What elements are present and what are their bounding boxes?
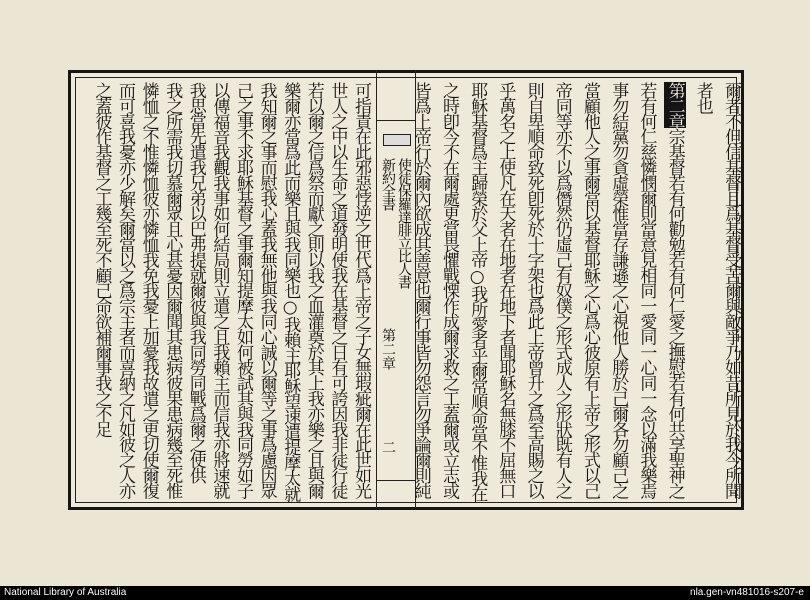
text-column: 乎萬名之上使凡在天者在地者在地下者聞耶穌名無膝不屈無口 (495, 82, 516, 498)
text-column: 我之所需我切慕爾眾且心甚憂因爾聞其患病彼果患病幾至死惟 (162, 82, 183, 498)
chapter-marker: 第二章 (664, 82, 685, 129)
fish-tail-mark (383, 134, 411, 146)
fold-line-bottom (377, 480, 415, 481)
text-column: 世人之中以生命之道發明使我在基督之日有可誇因我非徒行徒 (327, 82, 348, 498)
text-column: 而可喜我憂亦少解矣爾當以之爲宗主者而喜納之凡如彼之人亦 (115, 82, 135, 498)
text-column: 之蓋彼作基督之工幾至死不顧己命欲補爾事我之不足 (91, 82, 112, 437)
text-column: 己之事不求耶穌基督之事爾知提摩太如何被試其與我同勞如子 (233, 82, 253, 498)
footer-bar (0, 586, 810, 600)
text-column: 憐恤之不惟憐恤彼亦憐恤我免我憂上加憂我故遣之更切使爾復 (138, 82, 159, 498)
text-column: 可指責在此邪惡悖逆之世代爲上帝之子女無瑕疵爾在此世如光 (351, 82, 371, 498)
fold-chapter: 第二章 (380, 328, 396, 370)
text-column: 皆爲上帝行於爾內欲成其善意也爾行事皆勿怨言勿爭論爾則純 (410, 82, 431, 498)
text-column: 我知爾之事而慰我心蓋我無他與我同心誠以爾等之事爲慮因眾 (256, 82, 277, 498)
footer-identifier: nla.gen-vn481016-s207-e (690, 587, 804, 598)
text-column: 第二章宗基督若有何勸勉若有何仁愛之撫慰若有何共享聖神之 (664, 82, 685, 498)
text-column: 當顧他人之事爾當以基督耶穌之心爲心彼原有上帝之形式以己 (580, 82, 600, 498)
text-column: 事勿結黨勿貪虛榮惟當存謙遜之心視他人勝於己爾各勿顧己之 (608, 82, 629, 498)
text-column: 帝同等亦不以爲僭然仍虛己有奴僕之形式成人之形狀既有人之 (551, 82, 572, 498)
text-column: 爾者不但信基督且爲基督受苦爾與敵爭乃如昔所見於我今所聞 (721, 82, 741, 498)
fold-line (377, 120, 415, 121)
text-column: 耶穌基督爲主歸榮於父上帝○我所愛者乎爾常順命當不惟我在 (467, 82, 488, 501)
fold-page-number: 二 (380, 440, 396, 454)
footer-library: National Library of Australia (4, 587, 127, 598)
book-title-sub: 使徒保羅達腓立比人書 (396, 158, 412, 288)
text-column: 則自卑順命致死卽死於十字架也爲此上帝曾升之爲至高賜之以 (523, 82, 544, 498)
text-column: 以傳福音我觀我事如何結局則立遣之且我賴主而信我亦將速就 (209, 82, 230, 498)
book-title-main: 新約全書 (380, 158, 396, 210)
text-column: 若以爾之信爲祭而獻之則以我之血灌奠於其上我亦樂之且與爾 (303, 82, 324, 498)
center-fold (376, 70, 416, 510)
book-title (381, 158, 395, 210)
text-column: 樂爾亦當爲此而樂且與我同樂也○我賴主耶穌望速遣提摩太就 (280, 82, 301, 501)
text-column: 者也 (692, 82, 713, 113)
book-subtitle (397, 158, 411, 288)
text-column: 之時卽今不在爾處更當畏懼戰慄作成爾求救之工蓋爾或立志或 (439, 82, 459, 498)
text-column: 我思當先遣我兄弟以巴弗提就爾彼與我同勞同戰爲爾之使供 (185, 82, 206, 483)
text-column: 若有何仁慈憐憫爾則當意見相同一愛同一心同一念以滿我樂焉 (636, 82, 657, 498)
